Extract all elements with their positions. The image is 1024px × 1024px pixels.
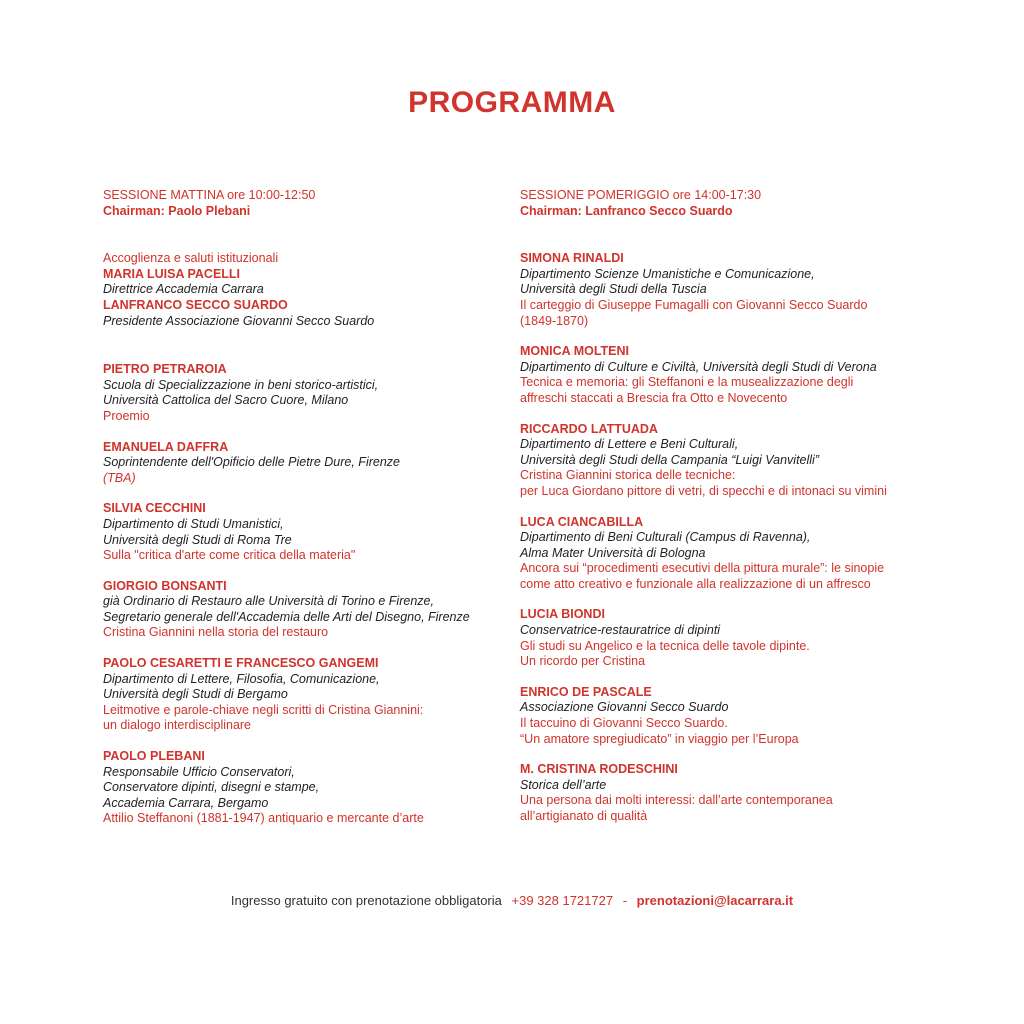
- speaker-entry: [520, 762, 950, 824]
- chairman: Chairman: Lanfranco Secco Suardo: [520, 203, 733, 218]
- speaker-affiliation: Conservatrice-restauratrice di dipinti: [520, 623, 721, 638]
- speaker-entry: [103, 362, 513, 424]
- speaker-name: PIETRO PETRAROIA: [103, 362, 227, 377]
- speaker-affiliation: Accademia Carrara, Bergamo: [103, 795, 269, 810]
- speaker-name: SILVIA CECCHINI: [103, 501, 206, 516]
- speaker-entry: [520, 607, 950, 669]
- speaker-affiliation: Università degli Studi della Tuscia: [520, 282, 707, 297]
- speaker-name: LANFRANCO SECCO SUARDO: [103, 297, 288, 312]
- talk-title: Il carteggio di Giuseppe Fumagalli con Giovanni Secco Suardo: [520, 297, 868, 312]
- speaker-affiliation: Associazione Giovanni Secco Suardo: [520, 700, 729, 715]
- booking-footer: [0, 893, 1024, 908]
- talk-title: Un ricordo per Cristina: [520, 654, 646, 669]
- speaker-name: M. CRISTINA RODESCHINI: [520, 762, 678, 777]
- speaker-entry: [103, 749, 513, 827]
- speaker-entry: [520, 251, 950, 329]
- speaker-name: LUCA CIANCABILLA: [520, 514, 644, 529]
- talk-title: Ancora sui “procedimenti esecutivi della pittura murale”: le sinopie: [520, 561, 885, 576]
- talk-title: Sulla "critica d'arte come critica della materia": [103, 548, 356, 563]
- speaker-name: SIMONA RINALDI: [520, 251, 624, 266]
- talk-title: all’artigianato di qualità: [520, 809, 648, 823]
- talk-title: Attilio Steffanoni (1881-1947) antiquario e mercante d’arte: [103, 811, 424, 826]
- talk-title: Proemio: [103, 408, 150, 423]
- speaker-affiliation: Dipartimento di Studi Umanistici,: [103, 516, 284, 531]
- morning-session-header: [103, 188, 513, 219]
- speaker-affiliation: Soprintendente dell'Opificio delle Pietre Dure, Firenze: [103, 455, 400, 470]
- session-title: SESSIONE POMERIGGIO ore 14:00-17:30: [520, 188, 762, 202]
- footer-text: Ingresso gratuito con prenotazione obbligatoria: [230, 893, 502, 908]
- talk-title: per Luca Giordano pittore di vetri, di specchi e di intonaci su vimini: [520, 483, 887, 498]
- speaker-name: MARIA LUISA PACELLI: [103, 266, 241, 281]
- talk-title: “Un amatore spregiudicato” in viaggio per l’Europa: [520, 731, 799, 746]
- talk-title: Tecnica e memoria: gli Steffanoni e la musealizzazione degli: [520, 375, 854, 390]
- welcome-label: Accoglienza e saluti istituzionali: [103, 251, 279, 266]
- speaker-role: Direttrice Accademia Carrara: [103, 282, 264, 297]
- speaker-affiliation: Alma Mater Università di Bologna: [520, 545, 706, 560]
- talk-title: affreschi staccati a Brescia fra Otto e Novecento: [520, 390, 788, 405]
- talk-title: Gli studi su Angelico e la tecnica delle tavole dipinte.: [520, 638, 810, 653]
- talk-title: Una persona dai molti interessi: dall’arte contemporanea: [520, 793, 833, 808]
- talk-title: Cristina Giannini storica delle tecniche:: [520, 468, 736, 483]
- speaker-entry: [103, 656, 513, 734]
- speaker-affiliation: Università degli Studi della Campania “Luigi Vanvitelli”: [520, 452, 819, 467]
- speaker-name: EMANUELA DAFFRA: [103, 439, 229, 454]
- talk-title: Leitmotive e parole-chiave negli scritti di Cristina Giannini:: [103, 702, 424, 717]
- speaker-affiliation: Dipartimento Scienze Umanistiche e Comunicazione,: [520, 266, 815, 281]
- speaker-affiliation: Università degli Studi di Roma Tre: [103, 532, 292, 547]
- phone-link[interactable]: +39 328 1721727: [511, 893, 614, 908]
- speaker-entry: [103, 501, 513, 563]
- speaker-affiliation: Dipartimento di Culture e Civiltà, Università degli Studi di Verona: [520, 359, 877, 374]
- talk-title: come atto creativo e funzionale alla realizzazione di un affresco: [520, 576, 871, 591]
- speaker-name: GIORGIO BONSANTI: [103, 578, 227, 593]
- morning-speakers-list: [103, 362, 513, 827]
- speaker-name: PAOLO CESARETTI E FRANCESCO GANGEMI: [103, 656, 379, 671]
- speaker-affiliation: Dipartimento di Lettere, Filosofia, Comunicazione,: [103, 671, 380, 686]
- speaker-name: ENRICO DE PASCALE: [520, 684, 652, 699]
- speaker-role: Presidente Associazione Giovanni Secco Suardo: [103, 313, 375, 328]
- afternoon-session-header: [520, 188, 950, 219]
- speaker-entry: [103, 440, 513, 487]
- separator: -: [622, 893, 628, 908]
- speaker-affiliation: Scuola di Specializzazione in beni storico-artistici,: [103, 377, 379, 392]
- speaker-affiliation: Conservatore dipinti, disegni e stampe,: [103, 780, 320, 795]
- speaker-affiliation: Storica dell’arte: [520, 777, 607, 792]
- speaker-affiliation: Università degli Studi di Bergamo: [103, 687, 288, 702]
- speaker-name: MONICA MOLTENI: [520, 344, 630, 359]
- speaker-name: PAOLO PLEBANI: [103, 749, 205, 764]
- speaker-entry: [103, 579, 513, 641]
- speaker-affiliation: Università Cattolica del Sacro Cuore, Milano: [103, 393, 349, 408]
- talk-title: (TBA): [103, 470, 136, 485]
- speaker-entry: [520, 515, 950, 593]
- speaker-affiliation: già Ordinario di Restauro alle Università di Torino e Firenze,: [103, 594, 434, 609]
- speaker-name: RICCARDO LATTUADA: [520, 421, 658, 436]
- morning-session-column: [103, 188, 513, 842]
- speaker-entry: [520, 344, 950, 406]
- welcome-block: [103, 251, 513, 329]
- speaker-affiliation: Responsabile Ufficio Conservatori,: [103, 764, 295, 779]
- afternoon-session-column: [520, 188, 950, 840]
- talk-title: un dialogo interdisciplinare: [103, 718, 252, 733]
- chairman: Chairman: Paolo Plebani: [103, 203, 251, 218]
- speaker-affiliation: Dipartimento di Beni Culturali (Campus di Ravenna),: [520, 530, 811, 545]
- afternoon-speakers-list: [520, 251, 950, 824]
- speaker-entry: [520, 422, 950, 500]
- speaker-affiliation: Dipartimento di Lettere e Beni Culturali,: [520, 437, 739, 452]
- speaker-affiliation: Segretario generale dell'Accademia delle Arti del Disegno, Firenze: [103, 609, 470, 624]
- page-title: PROGRAMMA: [408, 86, 616, 119]
- talk-title: (1849-1870): [520, 313, 589, 328]
- email-link[interactable]: prenotazioni@lacarrara.it: [636, 893, 794, 908]
- talk-title: Il taccuino di Giovanni Secco Suardo.: [520, 716, 728, 731]
- talk-title: Cristina Giannini nella storia del restauro: [103, 625, 329, 640]
- session-title: SESSIONE MATTINA ore 10:00-12:50: [103, 188, 316, 202]
- speaker-name: LUCIA BIONDI: [520, 607, 605, 622]
- speaker-entry: [520, 685, 950, 747]
